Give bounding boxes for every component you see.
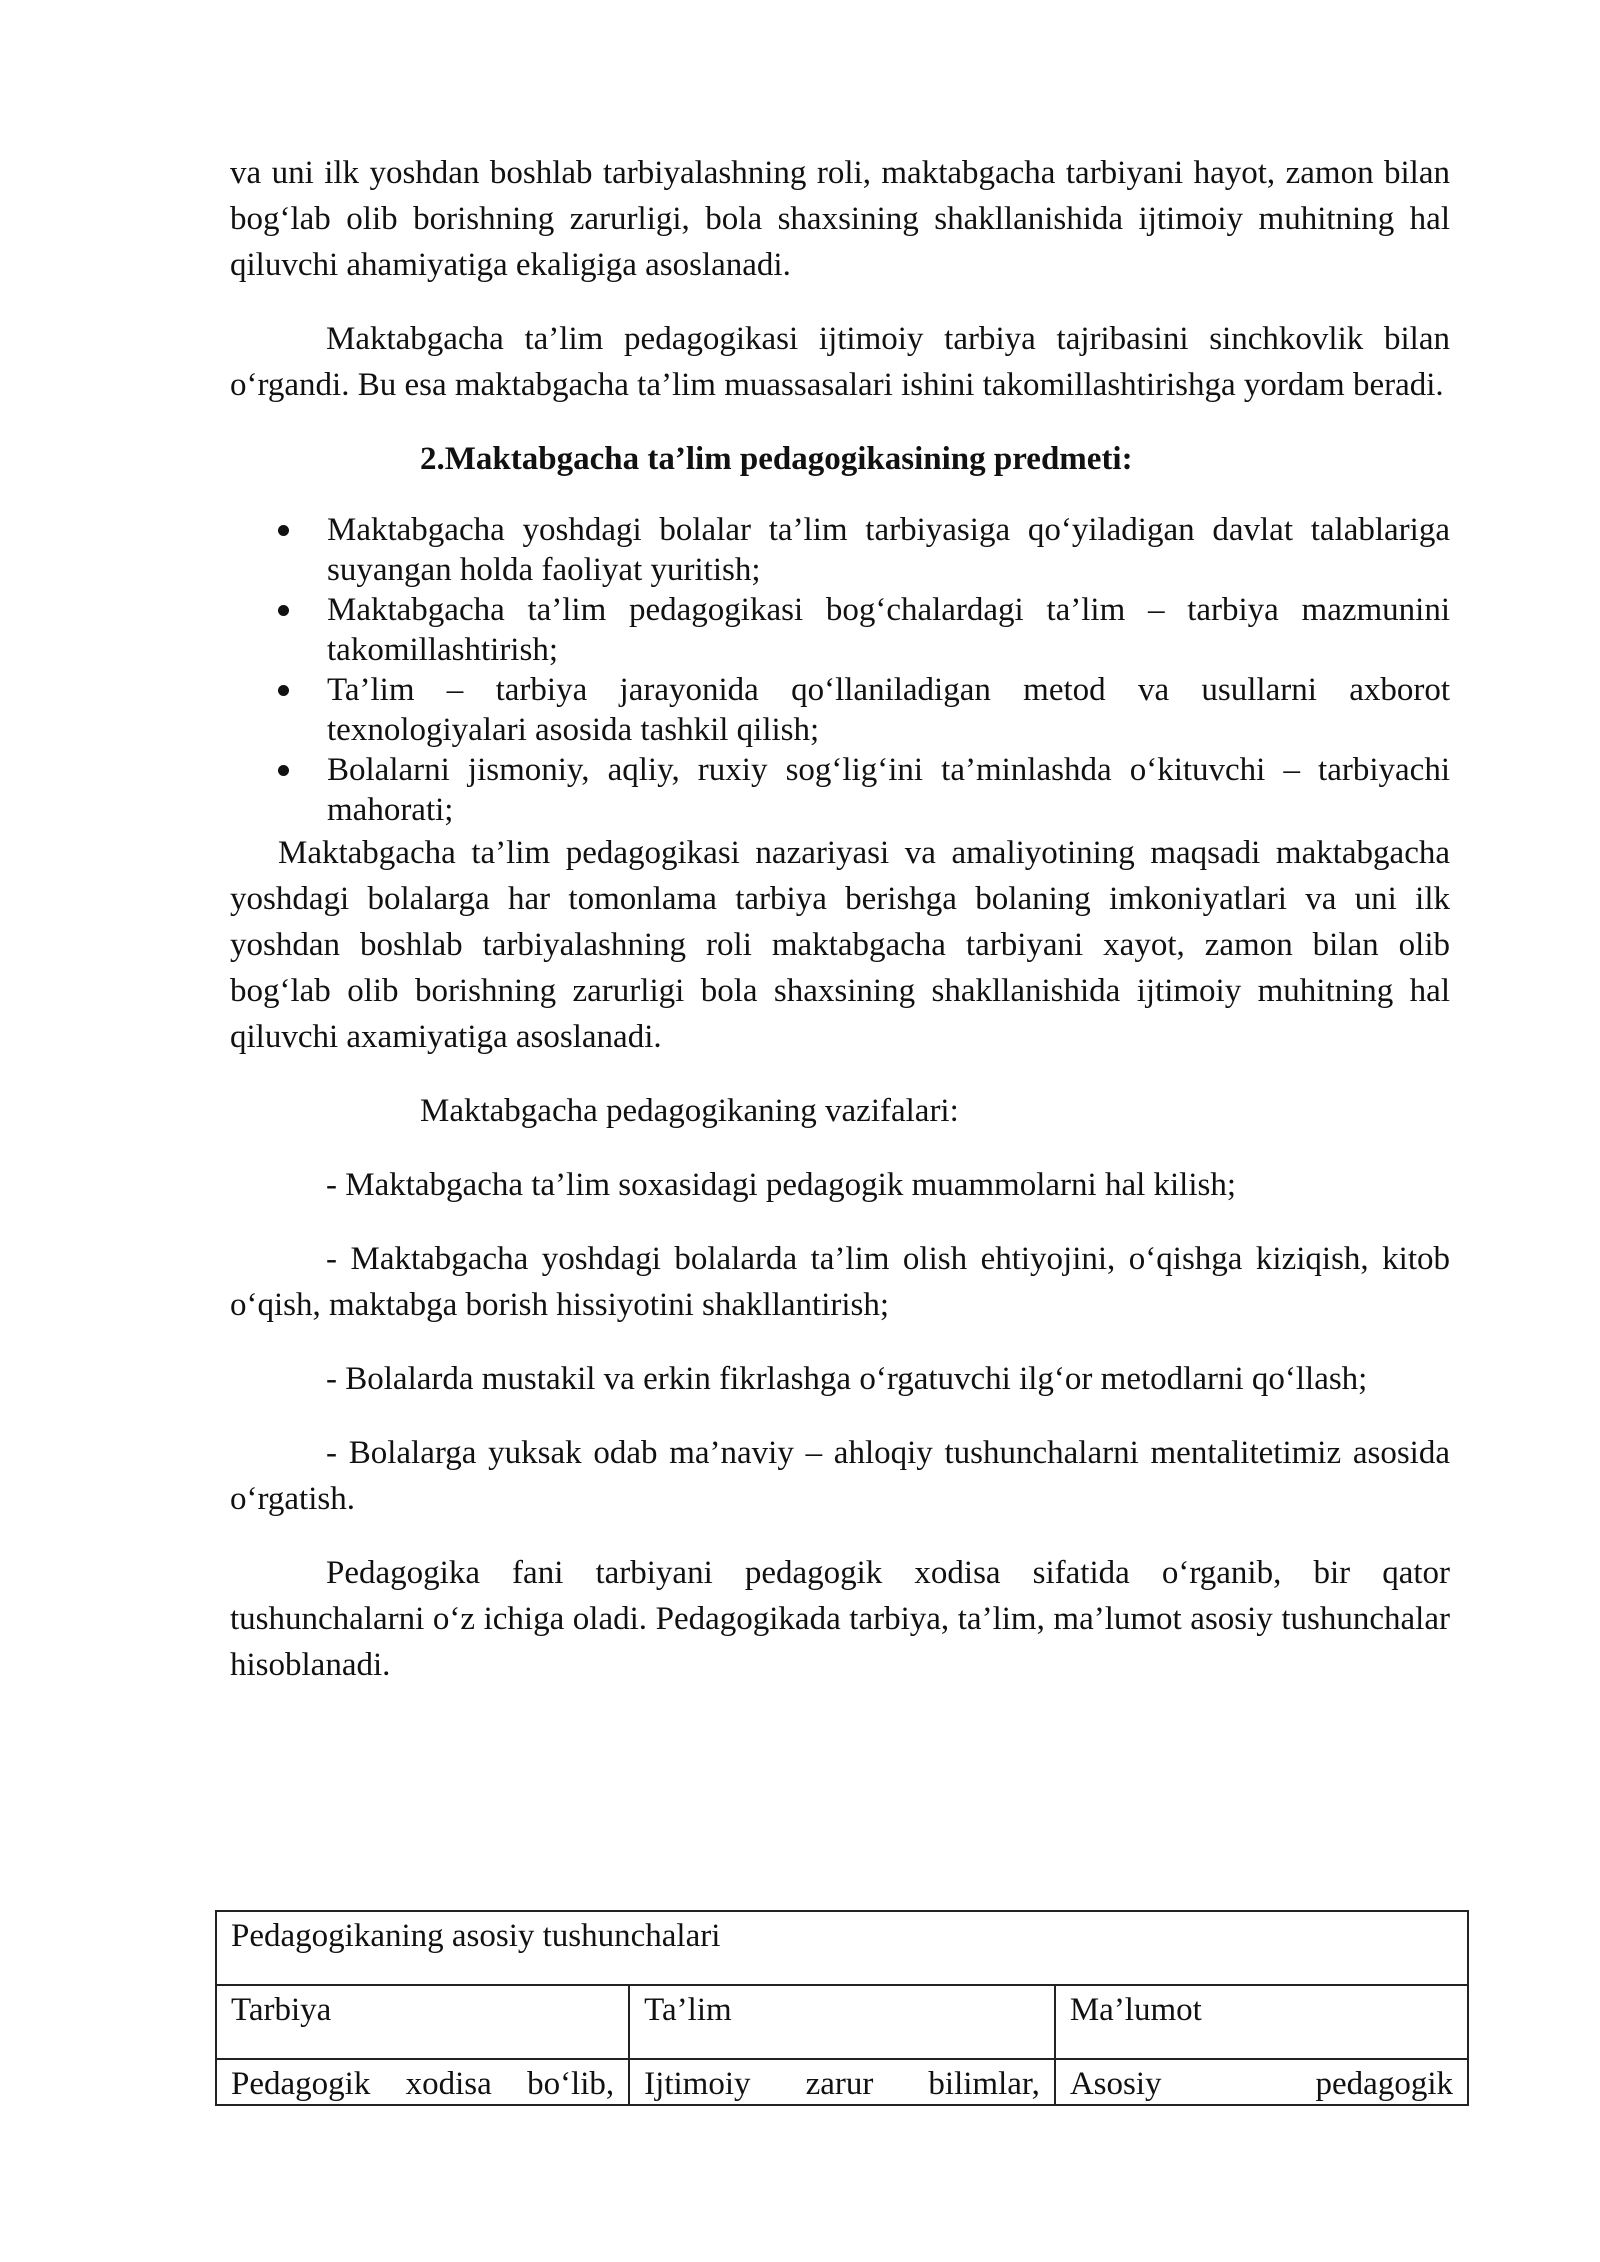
bullet-dot-icon — [278, 765, 289, 776]
bullet-item: Maktabgacha yoshdagi bolalar ta’lim tarbiyasiga qo‘yiladigan davlat talablariga suyangan holda faoliyat yuritish; — [230, 510, 1450, 590]
bullet-dot-icon — [278, 525, 289, 536]
task-item: - Maktabgacha yoshdagi bolalarda ta’lim olish ehtiyojini, o‘qishga kiziqish, kitob o‘qish, maktabga borish hissiyotini shakllantirish; — [230, 1241, 1450, 1323]
section-heading: 2.Maktabgacha ta’lim pedagogikasining predmeti: — [420, 441, 1133, 477]
table-title-row — [216, 1911, 1468, 1985]
table-cell: Ijtimoiy zarur bilimlar, — [629, 2059, 1055, 2105]
task-item: - Bolalarda mustakil va erkin fikrlashga o‘rgatuvchi ilg‘or metodlarni qo‘llash; — [326, 1361, 1368, 1397]
table-cell: Asosiy pedagogik — [1055, 2059, 1468, 2105]
task-item: - Bolalarga yuksak odab ma’naviy – ahloqiy tushunchalarni mentalitetimiz asosida o‘rgatish. — [230, 1435, 1450, 1517]
table-cell: Pedagogik xodisa bo‘lib, — [216, 2059, 629, 2105]
table-header-cell: Ta’lim — [629, 1985, 1055, 2059]
bullet-item: Ta’lim – tarbiya jarayonida qo‘llaniladigan metod va usullarni axborot texnologiyalari asosida tashkil qilish; — [230, 670, 1450, 750]
bullet-dot-icon — [278, 685, 289, 696]
document-page — [230, 150, 1450, 1688]
concepts-table — [215, 1910, 1469, 2106]
tasks-subheading: Maktabgacha pedagogikaning vazifalari: — [420, 1093, 959, 1129]
paragraph-experience: Maktabgacha ta’lim pedagogikasi ijtimoiy tarbiya tajribasini sinchkovlik bilan o‘rgandi. Bu esa maktabgacha ta’lim muassasalari ishini takomillashtirishga yordam beradi. — [230, 321, 1450, 403]
paragraph-goal: Maktabgacha ta’lim pedagogikasi nazariyasi va amaliyotining maqsadi maktabgacha yoshdagi bolalarga har tomonlama tarbiya berishga bolaning imkoniyatlari va uni ilk yoshdan boshlab tarbiyalashning roli maktabgacha tarbiyani xayot, zamon bilan olib bog‘lab olib borishning zarurligi bola shaxsining shakllanishida ijtimoiy muhitning hal qiluvchi axamiyatiga asoslanadi. — [230, 835, 1450, 1055]
paragraph-intro-continuation: va uni ilk yoshdan boshlab tarbiyalashning roli, maktabgacha tarbiyani hayot, zamon bilan bog‘lab olib borishning zarurligi, bola shaxsining shakllanishida ijtimoiy muhitning hal qiluvchi ahamiyatiga ekaligiga asoslanadi. — [230, 155, 1450, 283]
table-title-cell: Pedagogikaning asosiy tushunchalari — [216, 1911, 1468, 1985]
task-item: - Maktabgacha ta’lim soxasidagi pedagogik muammolarni hal kilish; — [326, 1167, 1237, 1203]
bullet-dot-icon — [278, 605, 289, 616]
bullet-item: Bolalarni jismoniy, aqliy, ruxiy sog‘lig‘ini ta’minlashda o‘kituvchi – tarbiyachi mahorati; — [230, 750, 1450, 830]
table-header-cell: Ma’lumot — [1055, 1985, 1468, 2059]
paragraph-concepts: Pedagogika fani tarbiyani pedagogik xodisa sifatida o‘rganib, bir qator tushunchalarni o‘z ichiga oladi. Pedagogikada tarbiya, ta’lim, ma’lumot asosiy tushunchalar hisoblanadi. — [230, 1555, 1450, 1683]
bullet-item: Maktabgacha ta’lim pedagogikasi bog‘chalardagi ta’lim – tarbiya mazmunini takomillashtirish; — [230, 590, 1450, 670]
table-header-cell: Tarbiya — [216, 1985, 629, 2059]
subject-bullet-list — [230, 510, 1450, 830]
table-header-row — [216, 1985, 1468, 2059]
table-row — [216, 2059, 1468, 2105]
